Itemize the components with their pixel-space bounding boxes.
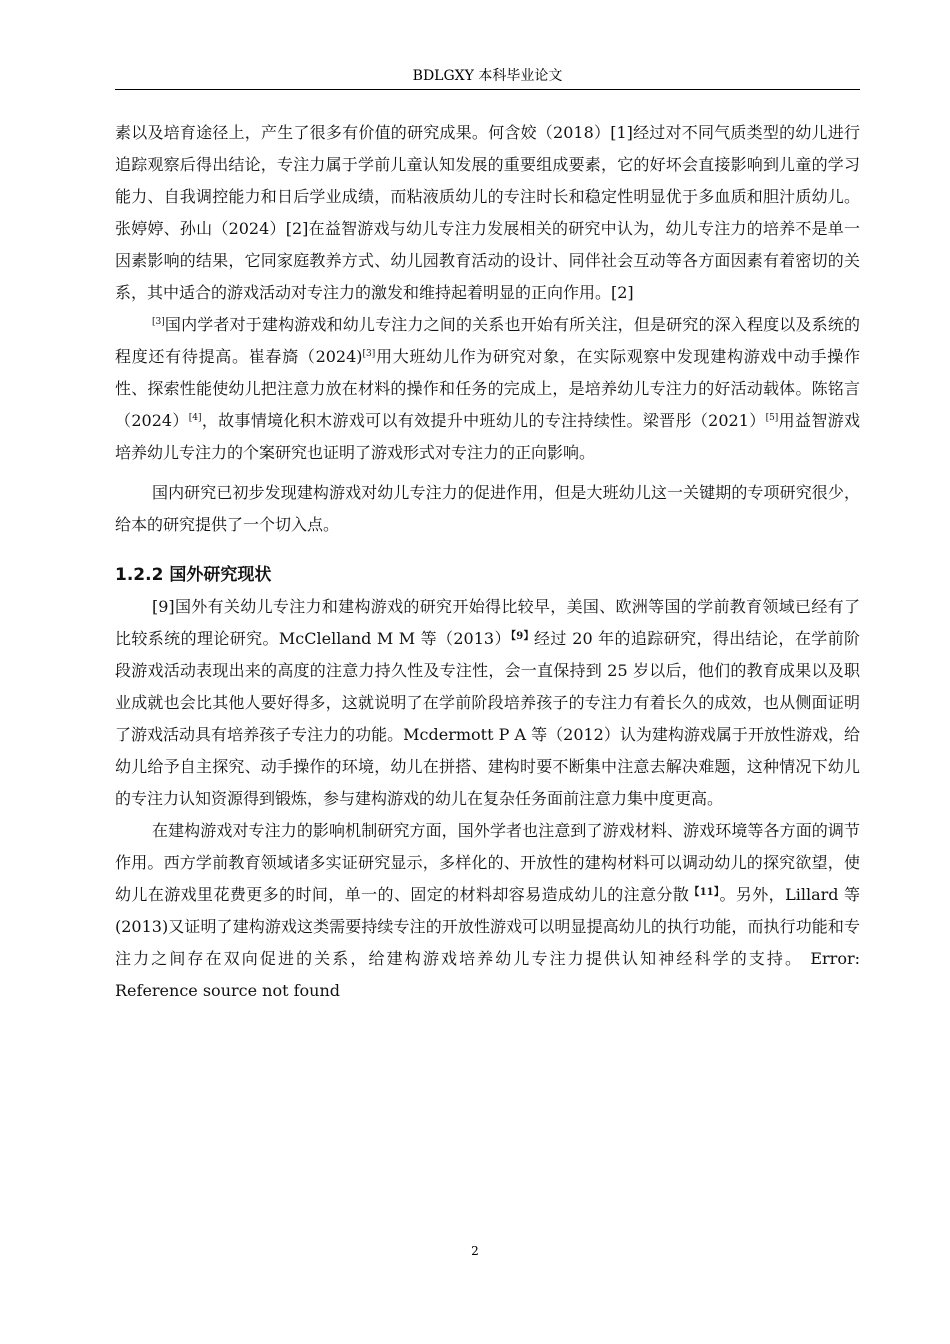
- paragraph-2-text-2: 用大班幼儿作为研究对象，在实际观察中发现建构游戏中动手操作性、探索性能使幼儿把注意力放在材料的操作和任务的完成上，是培养幼儿专注力的好活动载体。陈铭言（2024）: [115, 347, 860, 430]
- paragraph-2-text-3: ，故事情境化积木游戏可以有效提升中班幼儿的专注持续性。梁晋彤（2021）: [201, 411, 766, 430]
- paragraph-2: [115, 309, 860, 469]
- citation-superscript: [3]: [152, 317, 165, 327]
- citation-bracket: 【9】: [510, 631, 535, 642]
- header-divider: [115, 89, 860, 90]
- paragraph-4-text-1: [9]国外有关幼儿专注力和建构游戏的研究开始得比较早，美国、欧洲等国的学前教育领域已经有了比较系统的理论研究。McClelland M M 等（2013）: [115, 597, 860, 648]
- paragraph-2-text-1: 国内学者对于建构游戏和幼儿专注力之间的关系也开始有所关注，但是研究的深入程度以及系统的程度还有待提高。崔春旖（2024): [115, 315, 860, 366]
- citation-bracket: 【11】: [689, 887, 720, 898]
- citation-superscript: [4]: [188, 413, 202, 423]
- paragraph-1: 素以及培育途径上，产生了很多有价值的研究成果。何含姣（2018）[1]经过对不同气质类型的幼儿进行追踪观察后得出结论，专注力属于学前儿童认知发展的重要组成要素，它的好坏会直接影响到儿童的学习能力、自我调控能力和日后学业成绩，而粘液质幼儿的专注时长和稳定性明显优于多血质和胆汁质幼儿。张婷婷、孙山（2024）[2]在益智游戏与幼儿专注力发展相关的研究中认为，幼儿专注力的培养不是单一因素影响的结果，它同家庭教养方式、幼儿园教育活动的设计、同伴社会互动等各方面因素有着密切的关系，其中适合的游戏活动对专注力的激发和维持起着明显的正向作用。[2]: [115, 123, 860, 302]
- paragraph-5-text-1: 在建构游戏对专注力的影响机制研究方面，国外学者也注意到了游戏材料、游戏环境等各方面的调节作用。西方学前教育领域诸多实证研究显示，多样化的、开放性的建构材料可以调动幼儿的探究欲望，使幼儿在游戏里花费更多的时间，单一的、固定的材料却容易造成幼儿的注意分散: [115, 821, 860, 904]
- citation-superscript: [3]: [362, 349, 376, 359]
- running-header: BDLGXY 本科毕业论文: [412, 68, 563, 84]
- paragraph-5-text-2: 。另外，Lillard 等(2013)又证明了建构游戏这类需要持续专注的开放性游戏可以明显提高幼儿的执行功能，而执行功能和专注力之间存在双向促进的关系，给建构游戏培养幼儿专注力提供认知神经科学的支持。 Error: Reference source not found: [115, 885, 860, 1000]
- body-text: [115, 117, 860, 1007]
- section-heading: 1.2.2 国外研究现状: [115, 565, 272, 585]
- page-number: 2: [471, 1244, 479, 1258]
- paragraph-2-text-4: 用益智游戏培养幼儿专注力的个案研究也证明了游戏形式对专注力的正向影响。: [115, 411, 860, 462]
- paragraph-5: [115, 815, 860, 1007]
- paragraph-4-text-2: 经过 20 年的追踪研究，得出结论，在学前阶段游戏活动表现出来的高度的注意力持久性及专注性，会一直保持到 25 岁以后，他们的教育成果以及职业成就也会比其他人要好得多，这就说明了在学前阶段培养孩子的专注力有着长久的成效，也从侧面证明了游戏活动具有培养孩子专注力的功能。Mcdermott P A 等（2012）认为建构游戏属于开放性游戏，给幼儿给予自主探究、动手操作的环境，幼儿在拼搭、建构时要不断集中注意去解决难题，这种情况下幼儿的专注力认知资源得到锻炼，参与建构游戏的幼儿在复杂任务面前注意力集中度更高。: [115, 629, 860, 808]
- paragraph-3: 国内研究已初步发现建构游戏对幼儿专注力的促进作用，但是大班幼儿这一关键期的专项研究很少，给本的研究提供了一个切入点。: [115, 483, 860, 534]
- paragraph-4: [115, 591, 860, 815]
- citation-superscript: [5]: [765, 413, 779, 423]
